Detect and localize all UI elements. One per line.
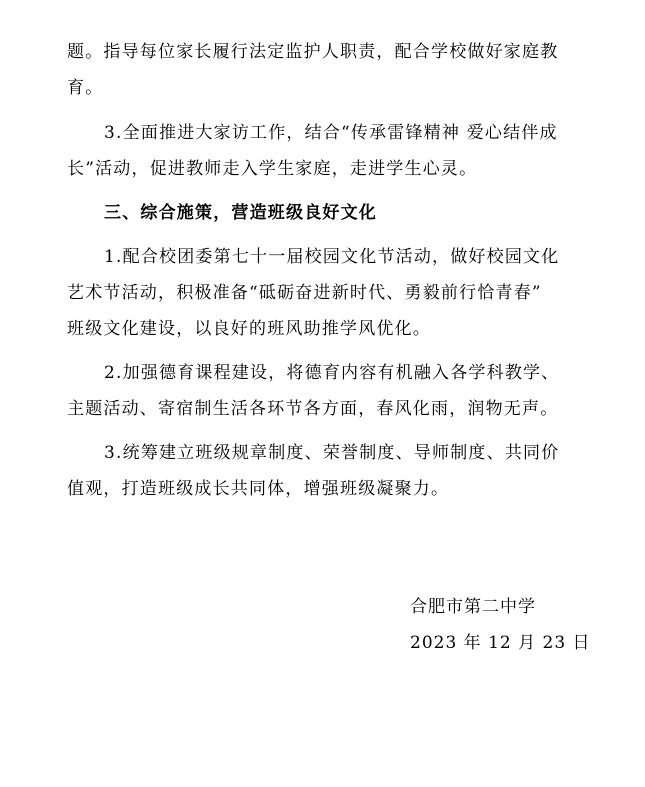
paragraph-line: 1.配合校团委第七十一届校园文化节活动，做好校园文化 <box>104 247 560 267</box>
paragraph-line: 艺术节活动，积极准备“砥砺奋进新时代、勇毅前行恰青春” <box>67 283 542 303</box>
signature-date: 2023 年 12 月 23 日 <box>410 633 591 653</box>
paragraph-line: 2.加强德育课程建设，将德育内容有机融入各学科教学、 <box>104 363 560 383</box>
paragraph-line: 值观，打造班级成长共同体，增强班级凝聚力。 <box>67 479 450 499</box>
paragraph-line: 3.统筹建立班级规章制度、荣誉制度、导师制度、共同价 <box>104 443 560 463</box>
section-heading: 三、综合施策，营造班级良好文化 <box>104 203 377 223</box>
paragraph-line: 长”活动，促进教师走入学生家庭，走进学生心灵。 <box>67 159 478 179</box>
paragraph-line: 3.全面推进大家访工作，结合“传承雷锋精神 爱心结伴成 <box>104 123 558 143</box>
paragraph-line: 题。指导每位家长履行法定监护人职责，配合学校做好家庭教 <box>67 42 559 62</box>
paragraph-line: 育。 <box>67 78 104 98</box>
paragraph-line: 班级文化建设，以良好的班风助推学风优化。 <box>67 319 431 339</box>
paragraph-line: 主题活动、寄宿制生活各环节各方面，春风化雨，润物无声。 <box>67 399 559 419</box>
signature-organization: 合肥市第二中学 <box>410 597 536 617</box>
